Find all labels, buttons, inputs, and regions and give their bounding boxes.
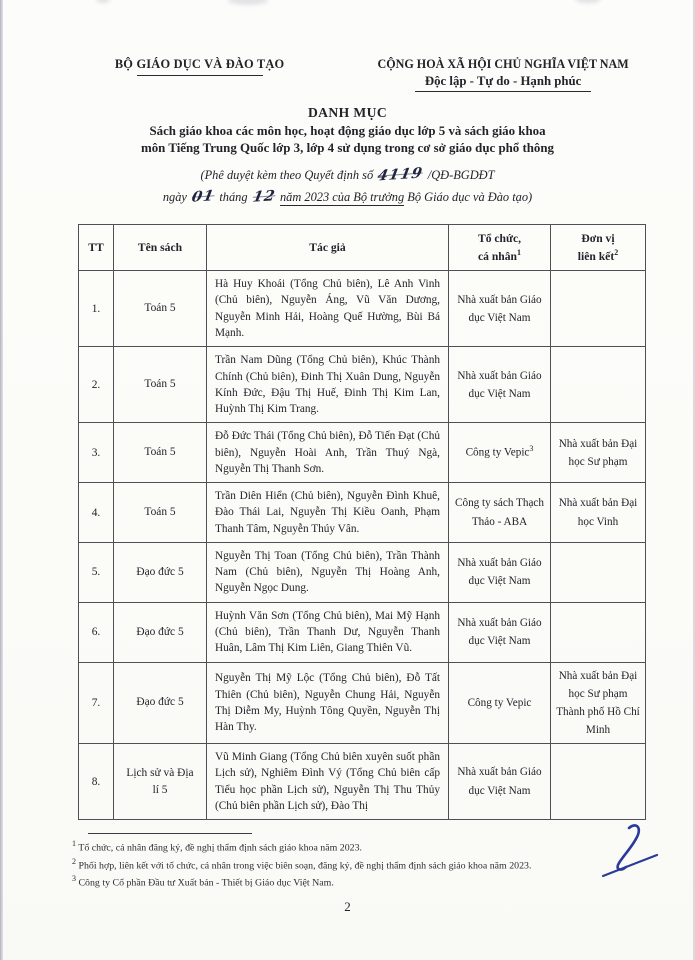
document-header [0,0,695,92]
footnote-ref-2: 2 [614,247,619,257]
footnote-separator [88,833,252,834]
footnote-ref-1: 1 [516,247,521,257]
table-row [79,423,646,483]
cell-authors: Huỳnh Văn Sơn (Tổng Chủ biên), Mai Mỹ Hạnh (Chủ biên), Trần Thanh Dư, Nguyễn Thanh Huân, Lâm Thị Kim Liên, Giang Thiên Vũ. [207,602,449,662]
cell-book-title: Toán 5 [114,483,207,543]
cell-partner: Nhà xuất bản Đại học Vinh [551,483,646,543]
ministry-block [60,57,339,92]
month-label: tháng [219,189,248,204]
table-row [79,602,646,662]
cell-tt: 3. [79,423,114,483]
column-header-organization: Tổ chức, cá nhân$^1$ [449,224,551,271]
approval-prefix: (Phê duyệt kèm theo Quyết định số [200,168,374,183]
cell-authors: Hà Huy Khoái (Tổng Chủ biên), Lê Anh Vinh (Chủ biên), Nguyễn Áng, Vũ Văn Dương, Nguyễn Minh Hải, Hoàng Quế Hường, Bùi Bá Mạnh. [207,271,449,347]
cell-authors: Nguyễn Thị Mỹ Lộc (Tổng Chủ biên), Đỗ Tất Thiên (Chủ biên), Nguyễn Chung Hải, Nguyễn Thị Diễm My, Huỳnh Tông Quyền, Nguyễn Thị Hàn Thy. [207,662,449,744]
table-row [79,347,646,423]
cell-partner [551,744,646,820]
table-row [79,271,646,347]
cell-authors: Nguyễn Thị Toan (Tổng Chủ biên), Trần Thành Nam (Chủ biên), Nguyễn Thị Hoàng Anh, Nguyễn Ngọc Dung. [207,542,449,602]
cell-book-title: Đạo đức 5 [114,602,207,662]
cell-organization: Nhà xuất bản Giáo dục Việt Nam [449,744,551,820]
cell-tt: 7. [79,662,114,744]
footnote-ref-3: 3 [529,444,534,454]
cell-book-title: Toán 5 [114,347,207,423]
approval-line-1 [0,164,695,186]
handwritten-day: 01 [190,187,216,206]
cell-partner: Nhà xuất bản Đại học Sư phạm [551,423,646,483]
cell-partner [551,602,646,662]
cell-book-title: Đạo đức 5 [114,662,207,744]
cell-tt: 1. [79,271,114,347]
motto-underline [415,91,591,92]
column-header-authors: Tác giả [207,224,449,271]
handwritten-signature-mark [591,822,663,889]
cell-book-title: Toán 5 [114,271,207,347]
page-number: 2 [344,899,351,915]
footnote-2: $^2$ Phối hợp, liên kết với tổ chức, cá nhân trong việc biên soạn, đăng ký, đề nghị thẩm định sách giáo khoa năm 2023. [72,856,532,871]
approval-rest: Bộ Giáo dục và Đào tạo) [407,189,533,204]
cell-tt: 4. [79,483,114,543]
cell-tt: 6. [79,602,114,662]
cell-organization: Công ty Vepic [449,662,551,744]
subtitle-line-2: môn Tiếng Trung Quốc lớp 3, lớp 4 sử dụng trong cơ sở giáo dục phổ thông [141,141,554,156]
cell-partner [551,271,646,347]
table-row [79,483,646,543]
approval-note [0,164,695,208]
cell-organization: Nhà xuất bản Giáo dục Việt Nam [449,347,551,423]
textbook-table [78,224,646,821]
cell-tt: 5. [79,542,114,602]
footnote-1: $^1$ Tổ chức, cá nhân đăng ký, đề nghị thẩm định sách giáo khoa năm 2023. [72,839,362,854]
subtitle-line-1: Sách giáo khoa các môn học, hoạt động giáo dục lớp 5 và sách giáo khoa [149,124,546,138]
cell-book-title: Lịch sử và Địa lí 5 [114,744,207,820]
column-header-tt: TT [79,224,114,271]
approval-line-2 [0,186,695,208]
cell-organization: Công ty Vepic$^3$ [449,423,551,483]
national-motto-block [339,57,667,92]
cell-book-title: Toán 5 [114,423,207,483]
national-title: CỘNG HOÀ XÃ HỘI CHỦ NGHĨA VIỆT NAM [377,57,629,71]
handwritten-month: 12 [251,187,277,206]
table-row [79,542,646,602]
cell-partner: Nhà xuất bản Đại học Sư phạm Thành phố Hồ Chí Minh [551,662,646,744]
cell-authors: Trần Nam Dũng (Tổng Chủ biên), Khúc Thành Chính (Chủ biên), Đinh Thị Xuân Dung, Nguyễn Kính Đức, Đậu Thị Huế, Đinh Thị Kim Lan, Huỳnh Thị Kim Trang. [207,347,449,423]
document-subtitle [0,123,695,157]
cell-organization: Nhà xuất bản Giáo dục Việt Nam [449,271,551,347]
cell-book-title: Đạo đức 5 [114,542,207,602]
day-label: ngày [162,189,187,204]
document-title: DANH MỤC [307,105,388,120]
handwritten-decision-number: 4119 [376,164,425,185]
cell-organization: Nhà xuất bản Giáo dục Việt Nam [449,602,551,662]
scan-edge-left [0,0,3,960]
column-header-partner: Đơn vị liên kết$^2$ [551,224,646,271]
cell-tt: 2. [79,347,114,423]
approval-underlined-part: năm 2023 của Bộ trưởng [279,189,405,204]
cell-authors: Trần Diên Hiển (Chủ biên), Nguyễn Đình Khuê, Đào Thái Lai, Nguyễn Thị Kiều Oanh, Phạm Thanh Tâm, Nguyễn Thúy Vân. [207,483,449,543]
ministry-name: BỘ GIÁO DỤC VÀ ĐÀO TẠO [114,57,285,71]
national-motto: Độc lập - Tự do - Hạnh phúc [424,74,582,88]
cell-partner [551,542,646,602]
table-row [79,744,646,820]
table-row [79,662,646,744]
footnote-3: $^3$ Công ty Cổ phần Đầu tư Xuất bản - Thiết bị Giáo dục Việt Nam. [72,873,334,889]
cell-tt: 8. [79,744,114,820]
footnotes-block [72,833,632,890]
cell-organization: Công ty sách Thạch Thảo - ABA [449,483,551,543]
cell-authors: Đỗ Đức Thái (Tổng Chủ biên), Đỗ Tiến Đạt (Chủ biên), Nguyễn Hoài Anh, Trần Thuý Ngà, Nguyễn Thị Thanh Sơn. [207,423,449,483]
cell-organization: Nhà xuất bản Giáo dục Việt Nam [449,542,551,602]
column-header-book-title: Tên sách [114,224,207,271]
ministry-underline [137,75,263,76]
table-header-row [79,224,646,271]
approval-suffix: /QĐ-BGDĐT [427,168,495,183]
cell-authors: Vũ Minh Giang (Tổng Chủ biên xuyên suốt phần Lịch sử), Nghiêm Đình Vý (Tổng Chủ biên cấp Tiểu học phần Lịch sử), Nguyễn Thị Thu Thủy (Chủ biên phần Lịch sử), Đào Thị [207,744,449,820]
cell-partner [551,347,646,423]
